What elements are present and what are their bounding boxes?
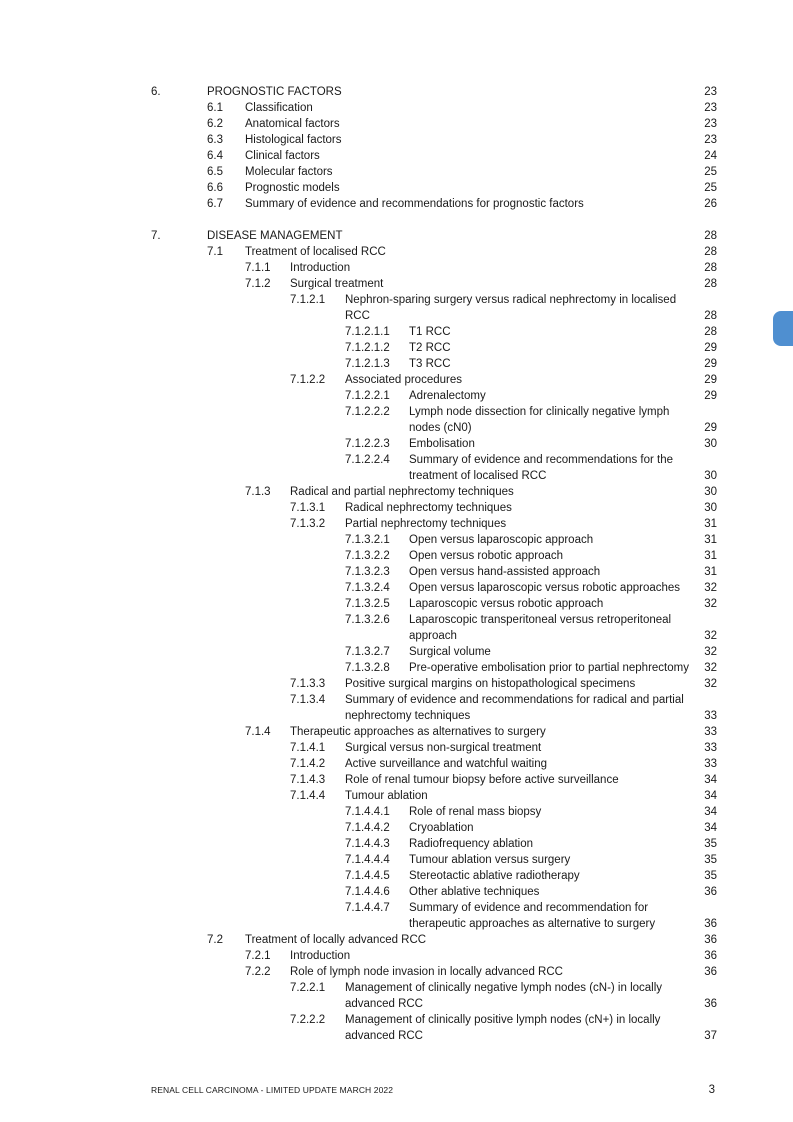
page-footer bbox=[0, 1082, 793, 1098]
toc-entry-number: 7.1.3.2.6 bbox=[345, 614, 390, 626]
toc-entry-title: Therapeutic approaches as alternatives to surgery bbox=[290, 726, 546, 738]
toc-entry-number: 7.2.2.1 bbox=[290, 982, 326, 994]
toc-entry-page: 26 bbox=[704, 198, 717, 210]
toc-entry-title: Summary of evidence and recommendation for bbox=[409, 902, 649, 914]
toc-entry-title: Management of clinically negative lymph nodes (cN-) in locally bbox=[345, 982, 663, 994]
toc-entry-number: 7.1.2.1 bbox=[290, 294, 326, 306]
toc-entry-number: 7.1.3.3 bbox=[290, 678, 326, 690]
toc-entry-page: 28 bbox=[704, 262, 717, 274]
toc-entry-title: Surgical volume bbox=[409, 646, 491, 658]
toc-entry-title: Adrenalectomy bbox=[409, 390, 486, 402]
toc-entry-page: 33 bbox=[704, 726, 717, 738]
toc-entry-title: Role of renal mass biopsy bbox=[409, 806, 542, 818]
toc-entry-page: 30 bbox=[704, 470, 717, 482]
toc-entry-page: 25 bbox=[704, 166, 717, 178]
toc-entry-page: 29 bbox=[704, 342, 717, 354]
toc-entry-title: Classification bbox=[245, 102, 313, 114]
toc-entry-page: 23 bbox=[704, 134, 717, 146]
toc-entry-page: 28 bbox=[704, 278, 717, 290]
toc-entry-title: Radical and partial nephrectomy techniques bbox=[290, 486, 514, 498]
toc-entry-number: 6.5 bbox=[207, 166, 223, 178]
toc-entry-title: nodes (cN0) bbox=[409, 422, 472, 434]
toc-entry-title: nephrectomy techniques bbox=[345, 710, 471, 722]
footer-page-number: 3 bbox=[708, 1084, 715, 1096]
toc-entry-page: 34 bbox=[704, 822, 717, 834]
toc-entry-page: 36 bbox=[704, 918, 717, 930]
toc-entry-title: treatment of localised RCC bbox=[409, 470, 547, 482]
toc-entry-number: 6. bbox=[151, 86, 161, 98]
toc-entry-title: Introduction bbox=[290, 262, 351, 274]
toc-entry-number: 7.1.2 bbox=[245, 278, 271, 290]
toc-entry-title: Cryoablation bbox=[409, 822, 474, 834]
toc-entry-title: approach bbox=[409, 630, 457, 642]
toc-entry-page: 36 bbox=[704, 886, 717, 898]
toc-entry-page: 29 bbox=[704, 390, 717, 402]
toc-entry-page: 24 bbox=[704, 150, 717, 162]
toc-entry-number: 7.1.3.2 bbox=[290, 518, 326, 530]
toc-entry-page: 32 bbox=[704, 678, 717, 690]
toc-entry-number: 7.1.3.1 bbox=[290, 502, 326, 514]
toc-entry-page: 30 bbox=[704, 486, 717, 498]
toc-entry-title: T3 RCC bbox=[409, 358, 451, 370]
toc-entry-page: 28 bbox=[704, 326, 717, 338]
toc-entry-title: Open versus laparoscopic approach bbox=[409, 534, 594, 546]
toc-entry-number: 7.1.2.2.3 bbox=[345, 438, 390, 450]
toc-entry-title: Summary of evidence and recommendations for radical and partial bbox=[345, 694, 684, 706]
toc-entry-title: Surgical versus non-surgical treatment bbox=[345, 742, 542, 754]
toc-entry-title: Open versus hand-assisted approach bbox=[409, 566, 601, 578]
toc-entry-number: 7.2.2.2 bbox=[290, 1014, 326, 1026]
toc-entry-title: Other ablative techniques bbox=[409, 886, 540, 898]
toc-entry-number: 7.1.2.1.1 bbox=[345, 326, 390, 338]
toc-entry-page: 29 bbox=[704, 374, 717, 386]
toc-entry-title: DISEASE MANAGEMENT bbox=[207, 230, 343, 242]
toc-entry-page: 31 bbox=[704, 534, 717, 546]
toc-entry-title: advanced RCC bbox=[345, 1030, 423, 1042]
toc-entry-number: 7.1.2.1.3 bbox=[345, 358, 390, 370]
footer-document-title: RENAL CELL CARCINOMA - LIMITED UPDATE MARCH 2022 bbox=[151, 1085, 394, 1095]
toc-entry-number: 7.1.2.2 bbox=[290, 374, 326, 386]
toc-entry-title: T1 RCC bbox=[409, 326, 451, 338]
toc-entry-number: 7.1.4 bbox=[245, 726, 271, 738]
toc-entry-number: 7.1 bbox=[207, 246, 223, 258]
toc-entry-title: Radical nephrectomy techniques bbox=[345, 502, 512, 514]
toc-entry-number: 7.1.3.2.2 bbox=[345, 550, 390, 562]
toc-entry-title: Laparoscopic transperitoneal versus retroperitoneal bbox=[409, 614, 672, 626]
toc-entry-page: 23 bbox=[704, 86, 717, 98]
toc-entry-number: 7.1.3.2.1 bbox=[345, 534, 390, 546]
toc-entry-title: Summary of evidence and recommendations for prognostic factors bbox=[245, 198, 584, 210]
toc-entry-title: Active surveillance and watchful waiting bbox=[345, 758, 547, 770]
chapter-tab-marker bbox=[773, 311, 793, 346]
toc-entry-title: Treatment of localised RCC bbox=[245, 246, 386, 258]
toc-entry-title: Tumour ablation versus surgery bbox=[409, 854, 571, 866]
toc-entry-page: 29 bbox=[704, 358, 717, 370]
toc-entry-number: 7.1.3.2.7 bbox=[345, 646, 390, 658]
toc-entry-title: Radiofrequency ablation bbox=[409, 838, 534, 850]
toc-entry-number: 7.1.4.4 bbox=[290, 790, 326, 802]
toc-entry-page: 34 bbox=[704, 806, 717, 818]
toc-entry-title: Nephron-sparing surgery versus radical nephrectomy in localised bbox=[345, 294, 677, 306]
toc-entry-number: 6.7 bbox=[207, 198, 223, 210]
toc-entry-page: 31 bbox=[704, 550, 717, 562]
toc-entry-number: 7.2 bbox=[207, 934, 223, 946]
toc-entry-number: 7.1.4.4.1 bbox=[345, 806, 390, 818]
toc-entry-page: 35 bbox=[704, 870, 717, 882]
toc-entry-number: 6.6 bbox=[207, 182, 223, 194]
toc-entry-title: RCC bbox=[345, 310, 370, 322]
toc-entry-page: 23 bbox=[704, 102, 717, 114]
toc-entry-title: Lymph node dissection for clinically negative lymph bbox=[409, 406, 670, 418]
toc-entry-page: 32 bbox=[704, 662, 717, 674]
toc-entry-title: Introduction bbox=[290, 950, 351, 962]
toc-entry-title: Tumour ablation bbox=[345, 790, 428, 802]
toc-entry-title: Treatment of locally advanced RCC bbox=[245, 934, 427, 946]
toc-entry-title: Positive surgical margins on histopathological specimens bbox=[345, 678, 636, 690]
toc-entry-page: 34 bbox=[704, 774, 717, 786]
toc-entry-number: 7.1.4.4.5 bbox=[345, 870, 390, 882]
toc-entry-number: 7.1.4.4.6 bbox=[345, 886, 390, 898]
toc-entry-number: 7.1.1 bbox=[245, 262, 271, 274]
toc-entry-title: Laparoscopic versus robotic approach bbox=[409, 598, 604, 610]
toc-entry-page: 23 bbox=[704, 118, 717, 130]
toc-entry-title: Management of clinically positive lymph nodes (cN+) in locally bbox=[345, 1014, 661, 1026]
toc-entry-page: 35 bbox=[704, 854, 717, 866]
toc-entry-page: 32 bbox=[704, 582, 717, 594]
toc-entry-title: Summary of evidence and recommendations for the bbox=[409, 454, 673, 466]
toc-entry-number: 7.2.1 bbox=[245, 950, 271, 962]
toc-entry-page: 32 bbox=[704, 630, 717, 642]
toc-entry-page: 37 bbox=[704, 1030, 717, 1042]
toc-entry-number: 7.1.4.1 bbox=[290, 742, 326, 754]
toc-entry-title: therapeutic approaches as alternative to surgery bbox=[409, 918, 656, 930]
toc-entry-page: 31 bbox=[704, 518, 717, 530]
toc-entry-title: Prognostic models bbox=[245, 182, 340, 194]
toc-entry-title: Open versus laparoscopic versus robotic approaches bbox=[409, 582, 681, 594]
toc-entry-number: 7.1.4.3 bbox=[290, 774, 326, 786]
toc-entry-page: 33 bbox=[704, 742, 717, 754]
toc-entry-page: 29 bbox=[704, 422, 717, 434]
toc-entry-page: 36 bbox=[704, 934, 717, 946]
toc-entry-page: 25 bbox=[704, 182, 717, 194]
toc-entry-page: 33 bbox=[704, 710, 717, 722]
toc-entry-title: Embolisation bbox=[409, 438, 475, 450]
toc-entry-number: 6.2 bbox=[207, 118, 223, 130]
toc-entry-title: Molecular factors bbox=[245, 166, 333, 178]
toc-entry-page: 31 bbox=[704, 566, 717, 578]
toc-entry-title: Pre-operative embolisation prior to partial nephrectomy bbox=[409, 662, 689, 674]
toc-entry-title: Open versus robotic approach bbox=[409, 550, 564, 562]
toc-entry-title: Associated procedures bbox=[345, 374, 462, 386]
toc-entry-page: 36 bbox=[704, 966, 717, 978]
toc-entry-title: advanced RCC bbox=[345, 998, 423, 1010]
toc-entry-page: 28 bbox=[704, 310, 717, 322]
toc-entry-title: Histological factors bbox=[245, 134, 342, 146]
toc-entry-number: 7.1.4.2 bbox=[290, 758, 326, 770]
toc-entry-number: 6.1 bbox=[207, 102, 223, 114]
toc-entry-number: 7.1.3.2.3 bbox=[345, 566, 390, 578]
toc-entry-page: 32 bbox=[704, 646, 717, 658]
toc-entry-page: 33 bbox=[704, 758, 717, 770]
toc-entry-number: 7.1.3.2.4 bbox=[345, 582, 390, 594]
toc-entry-title: Anatomical factors bbox=[245, 118, 340, 130]
toc-entry-title: T2 RCC bbox=[409, 342, 451, 354]
toc-entry-number: 7.1.4.4.3 bbox=[345, 838, 390, 850]
toc-entry-number: 7.1.2.2.2 bbox=[345, 406, 390, 418]
toc-entry-number: 7.2.2 bbox=[245, 966, 271, 978]
toc-entry-page: 35 bbox=[704, 838, 717, 850]
toc-entry-number: 7. bbox=[151, 230, 161, 242]
toc-entry-title: PROGNOSTIC FACTORS bbox=[207, 86, 342, 98]
toc-entry-title: Clinical factors bbox=[245, 150, 320, 162]
toc-entry-page: 28 bbox=[704, 246, 717, 258]
toc-entry-number: 7.1.2.2.4 bbox=[345, 454, 390, 466]
toc-entry-number: 6.3 bbox=[207, 134, 223, 146]
toc-entry-number: 7.1.4.4.4 bbox=[345, 854, 390, 866]
toc-entry-number: 6.4 bbox=[207, 150, 223, 162]
toc-entry-page: 34 bbox=[704, 790, 717, 802]
toc-entry-number: 7.1.3.4 bbox=[290, 694, 326, 706]
toc-entry-page: 30 bbox=[704, 438, 717, 450]
toc-entry-number: 7.1.4.4.7 bbox=[345, 902, 390, 914]
toc-entry-number: 7.1.2.1.2 bbox=[345, 342, 390, 354]
toc-entry-number: 7.1.3.2.5 bbox=[345, 598, 390, 610]
toc-entry-page: 28 bbox=[704, 230, 717, 242]
toc-entry-page: 36 bbox=[704, 998, 717, 1010]
toc-entry-title: Surgical treatment bbox=[290, 278, 384, 290]
toc-entry-number: 7.1.2.2.1 bbox=[345, 390, 390, 402]
toc-entry-title: Role of lymph node invasion in locally advanced RCC bbox=[290, 966, 563, 978]
toc-entry-title: Role of renal tumour biopsy before active surveillance bbox=[345, 774, 619, 786]
toc-entry-page: 36 bbox=[704, 950, 717, 962]
toc-entry-number: 7.1.3 bbox=[245, 486, 271, 498]
toc-entry-page: 32 bbox=[704, 598, 717, 610]
toc-entry-number: 7.1.3.2.8 bbox=[345, 662, 390, 674]
toc-entry-page: 30 bbox=[704, 502, 717, 514]
toc-entry-title: Partial nephrectomy techniques bbox=[345, 518, 507, 530]
toc-entry-number: 7.1.4.4.2 bbox=[345, 822, 390, 834]
toc-entry-title: Stereotactic ablative radiotherapy bbox=[409, 870, 580, 882]
